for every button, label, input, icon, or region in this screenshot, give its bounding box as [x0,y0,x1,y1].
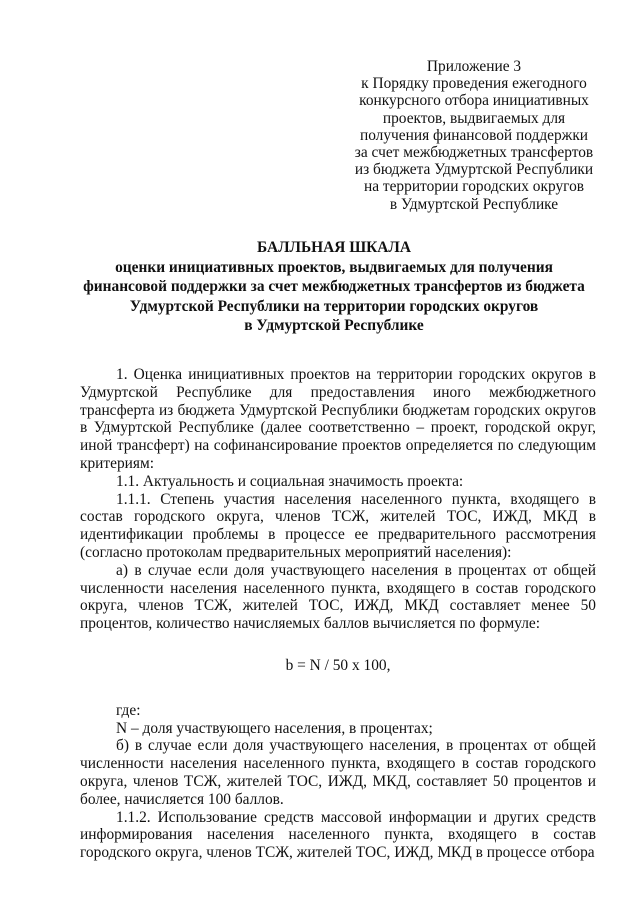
annex-line: Приложение 3 [426,58,522,75]
annex-line: к Порядку проведения ежегодного [361,75,587,93]
annex-line: получения финансовой поддержки [359,126,589,144]
title-line: в Удмуртской Республике [244,317,424,334]
title-line: Удмуртской Республики на территории городских округов [129,297,539,315]
paragraph-1: 1. Оценка инициативных проектов на территории городских округов в Удмуртской Республике для предоставления иного межбюджетного трансферта из бюджета Удмуртской Республики бюджетам городских округов в Удмуртской Республике (далее соответственно – проект, городской округ, иной трансферт) на софинансирование проектов определяется по следующим критериям: [80,366,596,472]
document-body [80,366,596,862]
title-line: финансовой поддержки за счет межбюджетных трансфертов из бюджета [83,278,585,295]
paragraph-b: б) в случае если доля участвующего населения, в процентах от общей численности населения населенного пункта, входящего в состав городского округа, членов ТСЖ, жителей ТОС, ИЖД, МКД, составляет 50 процентов и более, начисляется 100 баллов. [80,737,596,808]
paragraph-1-1-2: 1.1.2. Использование средств массовой информации и других средств информирования населения населенного пункта, входящего в состав городского округа, членов ТСЖ, жителей ТОС, ИЖД, МКД в процессе отбора [80,808,596,862]
annex-line: за счет межбюджетных трансфертов [354,144,594,162]
title-heading: БАЛЛЬНАЯ ШКАЛА [256,239,411,256]
paragraph-1-1-1: 1.1.1. Степень участия населения населенного пункта, входящего в состав городского округа, членов ТСЖ, жителей ТОС, ИЖД, МКД в идентификации проблемы в процессе ее предварительного рассмотрения (согласно протоколам предварительных мероприятий населения): [80,490,596,561]
formula: b = N / 50 х 100, [285,656,391,674]
annex-line: проектов, выдвигаемых для [382,109,566,127]
annex-line: конкурсного отбора инициативных [359,92,589,110]
where-label: где: [116,701,141,719]
paragraph-a: а) в случае если доля участвующего населения в процентах от общей численности населения населенного пункта, входящего в состав городского округа, членов ТСЖ, жителей ТОС, ИЖД, МКД составляет менее 50 процентов, количество начисляемых баллов вычисляется по формуле: [80,561,596,633]
title-line: оценки инициативных проектов, выдвигаемых для получения [115,258,553,276]
n-definition: N – доля участвующего населения, в процентах; [116,719,433,737]
annex-line: из бюджета Удмуртской Республики [354,161,594,179]
annex-header [340,58,608,213]
annex-line: в Удмуртской Республике [389,195,559,213]
document-title [74,238,594,336]
annex-line: на территории городских округов [363,178,585,196]
paragraph-1-1: 1.1. Актуальность и социальная значимость проекта: [116,472,464,490]
